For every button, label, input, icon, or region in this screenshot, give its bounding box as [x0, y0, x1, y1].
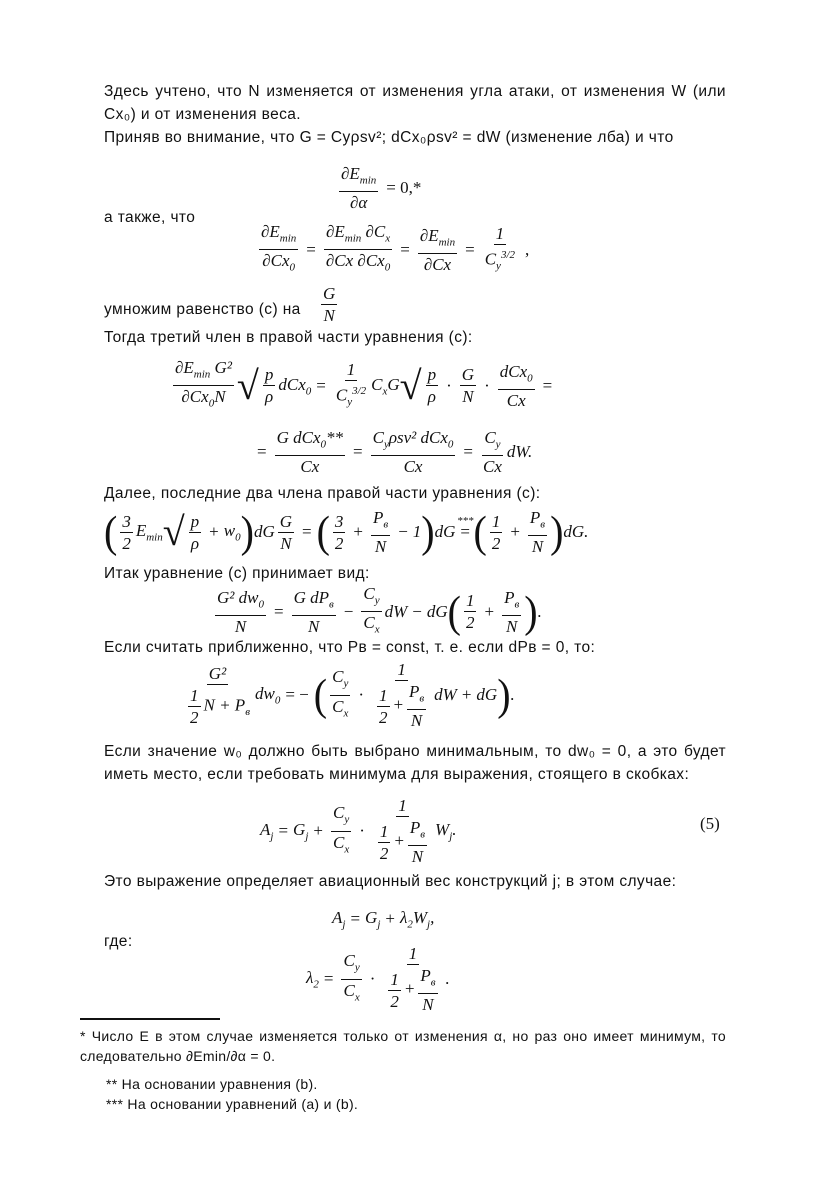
equation-third-term-line1: $\frac{\partial E_{min} G^2}{\partial Cx_0N}$ √ $\frac{p}{\rho}$ dCx$_0$ = $\frac{1}{C_y^{3/2}}$ $C_xG$ √ $\frac{p}{\rho}$ · $\frac{G}{N}$ · $\frac{dCx_0}{Cx}$ = [175, 358, 553, 411]
paragraph-4: умножим равенство (с) на [104, 301, 301, 318]
paragraph-2: Приняв во внимание, что G = Cyρsv²; dCx₀ρsv² = dW (изменение лба) и что [104, 129, 674, 146]
paragraph-6: Далее, последние два члена правой части уравнения (с): [104, 485, 541, 502]
equation-last-two-terms: ( $\frac{3}{2}$ $E_{min}$ √ $\frac{p}{\rho}$ + $w_0$ ) dG $\frac{G}{N}$ = ( $\frac{3}{2}$ + $\frac{P_в}{N}$ − 1 ) dG = *** ( $\frac{1}{2}$ + $\frac{P_в}{N}$ ) dG. [104, 506, 589, 557]
paragraph-5: Тогда третий член в правой части уравнения (с): [104, 329, 473, 346]
equation-new-form: $\frac{G^2 dw_0}{N}$ = $\frac{G dP_в}{N}$ − $\frac{C_y}{C_x}$ dW − dG ( $\frac{1}{2}$ + $\frac{P_в}{N}$ ) . [217, 584, 542, 637]
footnote-2: ** На основании уравнения (b). [106, 1076, 318, 1092]
fraction-G-over-N: $\frac{G}{N}$ [323, 284, 336, 325]
paragraph-9: Если значение w₀ должно быть выбрано минимальным, то dw₀ = 0, а это будет иметь место, если требовать минимума для выражения, стоящего в скобках: [104, 743, 726, 783]
paragraph-7: Итак уравнение (с) принимает вид: [104, 565, 370, 582]
equation-dw0: G² $\frac{1}{2}$ $N + P_в$ $dw_0$ = − ( $\frac{C_y}{C_x}$ · 1 $\frac{1}{2}$ + $\frac{P_в}{N}$ dW + dG ) . [190, 660, 515, 731]
paragraph-8: Если считать приближенно, что Pв = const, т. е. если dPв = 0, то: [104, 639, 596, 656]
footnote-rule [80, 1018, 220, 1020]
equation-lambda2: $\lambda_2$ = $\frac{C_y}{C_x}$ · 1 $\frac{1}{2}$ + $\frac{P_в}{N}$ . [306, 944, 450, 1015]
equation-5: $A_j$ = $G_j$ + $\frac{C_y}{C_x}$ · 1 $\frac{1}{2}$ + $\frac{P_в}{N}$ $W_j$. [260, 796, 457, 867]
equation-chain-rule: $\frac{\partial E_{min}}{\partial Cx_0}$ = $\frac{\partial E_{min} \partial C_x}{\partial Cx \partial Cx_0}$ = $\frac{\partial E_{min}}{\partial Cx}$ = $\frac{1}{C_y^{3/2}}$ , [261, 222, 530, 275]
paragraph-11: где: [104, 933, 133, 950]
equation-Aj: $A_j$ = $G_j$ + $\lambda_2W_j$, [332, 908, 435, 931]
equation-third-term-line2: = $\frac{G dCx_0**}{Cx}$ = $\frac{C_y\rho sv^2 dCx_0}{Cx}$ = $\frac{C_y}{Cx}$ dW. [257, 428, 533, 477]
footnote-3: *** На основании уравнений (а) и (b). [106, 1096, 359, 1112]
paragraph-10: Это выражение определяет авиационный вес конструкций j; в этом случае: [104, 873, 677, 890]
footnote-1: * Число E в этом случае изменяется только от изменения α, но раз оно имеет минимум, то следовательно ∂Emin/∂α = 0. [80, 1028, 726, 1064]
equation-5-number: (5) [700, 814, 720, 833]
paragraph-1: Здесь учтено, что N изменяется от изменения угла атаки, от изменения W (или Cx₀) и от изменения веса. [104, 83, 726, 123]
paragraph-3: а также, что [104, 209, 196, 226]
equation-dEmin-dalpha: $\frac{\partial E_{min}}{\partial\alpha}$ = 0,* [341, 164, 422, 213]
